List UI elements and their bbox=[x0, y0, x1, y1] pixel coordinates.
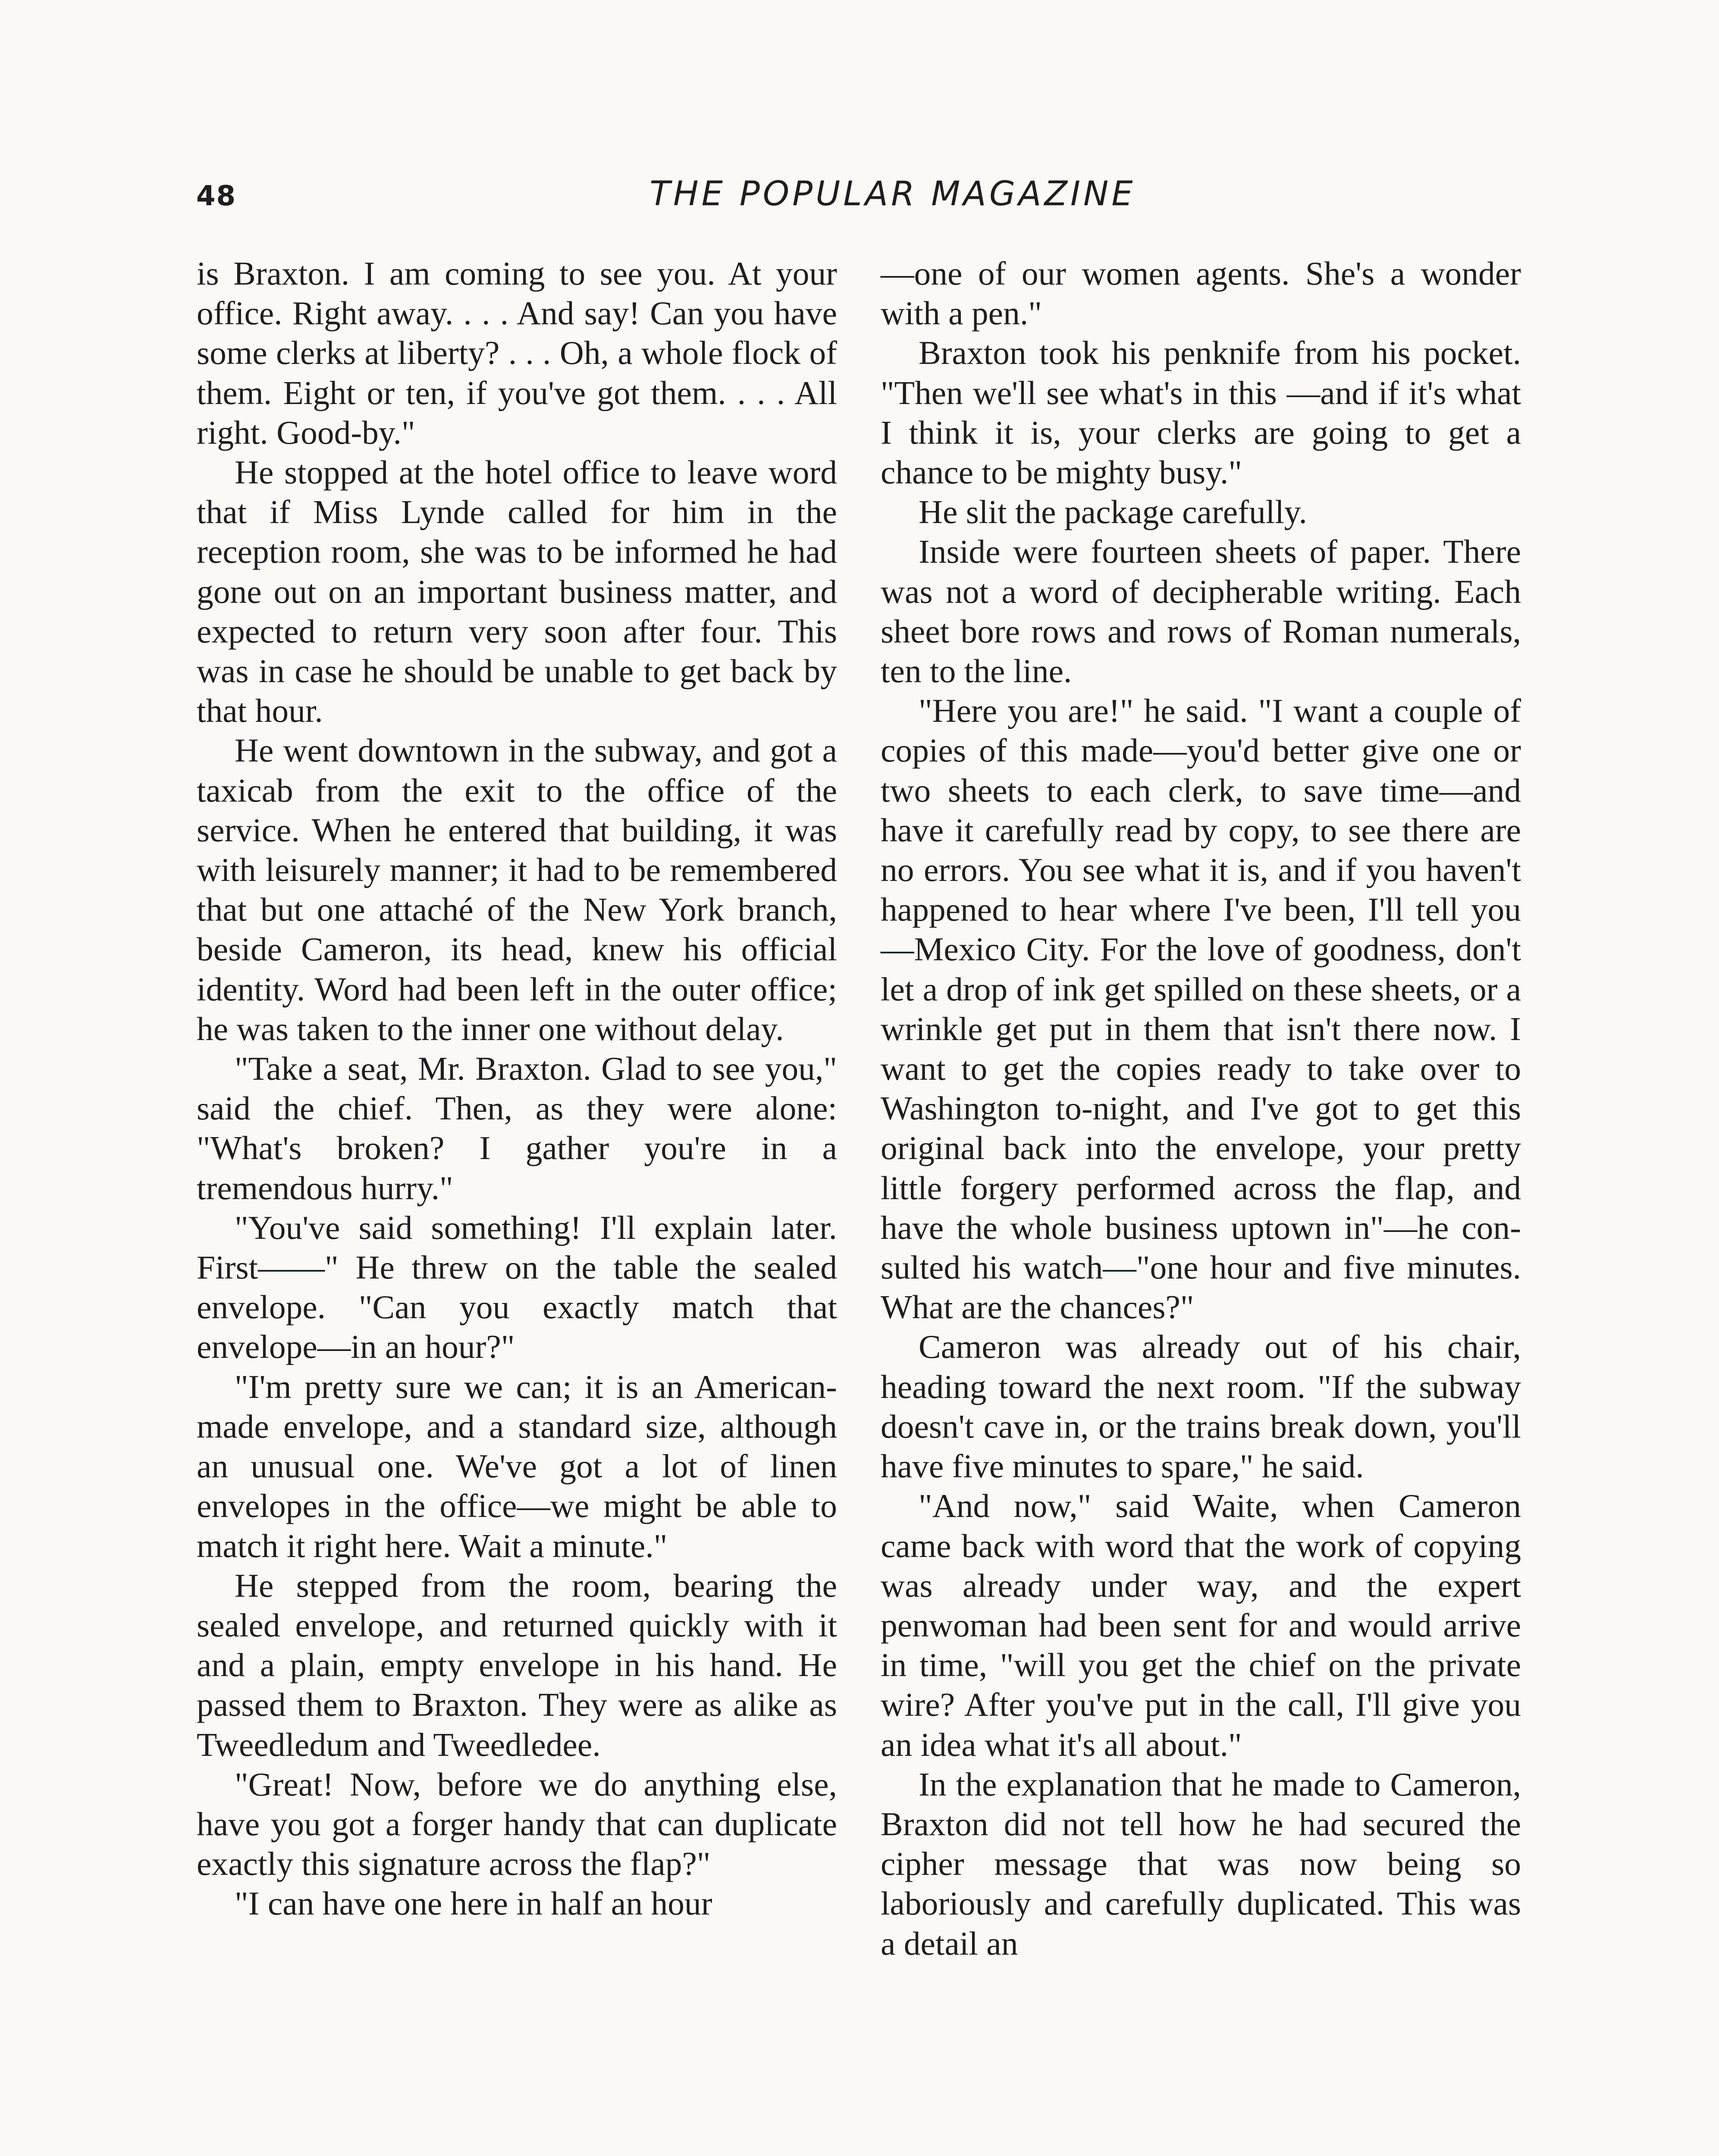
paragraph: Inside were fourteen sheets of paper. There was not a word of decipherable writing. Each sheet bore rows and rows of Roman numerals, ten to the line. bbox=[881, 533, 1521, 690]
paragraph: He went downtown in the subway, and got a taxicab from the exit to the office of the service. When he entered that building, it was with leisurely manner; it had to be remembered that but one attaché of the New York branch, beside Cameron, its head, knew his official identity. Word had been left in the outer office; he was taken to the inner one without delay. bbox=[197, 732, 837, 1047]
paragraph: —one of our women agents. She's a wonder with a pen." bbox=[881, 255, 1521, 332]
paragraph: He stepped from the room, bearing the sealed envelope, and returned quickly with it and a plain, empty envelope in his hand. He passed them to Braxton. They were as alike as Tweedledum and Tweedledee. bbox=[197, 1567, 837, 1763]
page-number: 48 bbox=[196, 180, 237, 212]
paragraph: "I'm pretty sure we can; it is an American-made envelope, and a standard size, although an unusual one. We've got a lot of linen envelopes in the office—we might be able to match it right here. Wait a minute." bbox=[197, 1368, 837, 1564]
paragraph: "Take a seat, Mr. Braxton. Glad to see you," said the chief. Then, as they were alone: "What's broken? I gather you're in a tremendous hurry." bbox=[197, 1050, 837, 1206]
paragraph: Cameron was already out of his chair, heading toward the next room. "If the subway doesn't cave in, or the trains break down, you'll have five minutes to spare," he said. bbox=[881, 1328, 1521, 1485]
paragraph: He slit the package carefully. bbox=[919, 493, 1307, 531]
right-column bbox=[881, 254, 1521, 1963]
left-column bbox=[197, 254, 837, 1924]
paragraph: "I can have one here in half an hour bbox=[235, 1885, 712, 1922]
paragraph: In the explanation that he made to Cameron, Braxton did not tell how he had secured the cipher message that was now being so laboriously and carefully duplicated. This was a detail an bbox=[881, 1765, 1521, 1962]
paragraph: He stopped at the hotel office to leave word that if Miss Lynde called for him in the reception room, she was to be informed he had gone out on an important business matter, and expected to return very soon after four. This was in case he should be unable to get back by that hour. bbox=[197, 454, 837, 730]
running-title: THE POPULAR MAGAZINE bbox=[649, 175, 1136, 213]
paragraph: Braxton took his penknife from his pocket. "Then we'll see what's in this —and if it's what I think it is, your clerks are going to get a chance to be mighty busy." bbox=[881, 334, 1521, 491]
paragraph: "Great! Now, before we do anything else, have you got a forger handy that can duplicate exactly this signature across the flap?" bbox=[197, 1765, 837, 1883]
paragraph: "And now," said Waite, when Cameron came back with word that the work of copying was already under way, and the expert penwoman had been sent for and would arrive in time, "will you get the chief on the private wire? After you've put in the call, I'll give you an idea what it's all about." bbox=[881, 1487, 1521, 1763]
paragraph: "Here you are!" he said. "I want a couple of copies of this made—you'd better give one or two sheets to each clerk, to save time—and have it carefully read by copy, to see there are no errors. You see what it is, and if you haven't happened to hear where I've been, I'll tell you—Mexico City. For the love of goodness, don't let a drop of ink get spilled on these sheets, or a wrinkle get put in them that isn't there now. I want to get the copies ready to take over to Washington to-night, and I've got to get this original back into the envelope, your pretty little forgery performed across the flap, and have the whole business uptown in"—he consulted his watch—"one hour and five minutes. What are the chances?" bbox=[881, 692, 1521, 1326]
page-header bbox=[0, 0, 1719, 259]
paragraph: "You've said something! I'll explain later. First——" He threw on the table the sealed envelope. "Can you exactly match that envelope—in an hour?" bbox=[197, 1209, 837, 1366]
paragraph: is Braxton. I am coming to see you. At your office. Right away. . . . And say! Can you have some clerks at liberty? . . . Oh, a whole flock of them. Eight or ten, if you've got them. . . . All right. Good-by." bbox=[197, 255, 837, 451]
